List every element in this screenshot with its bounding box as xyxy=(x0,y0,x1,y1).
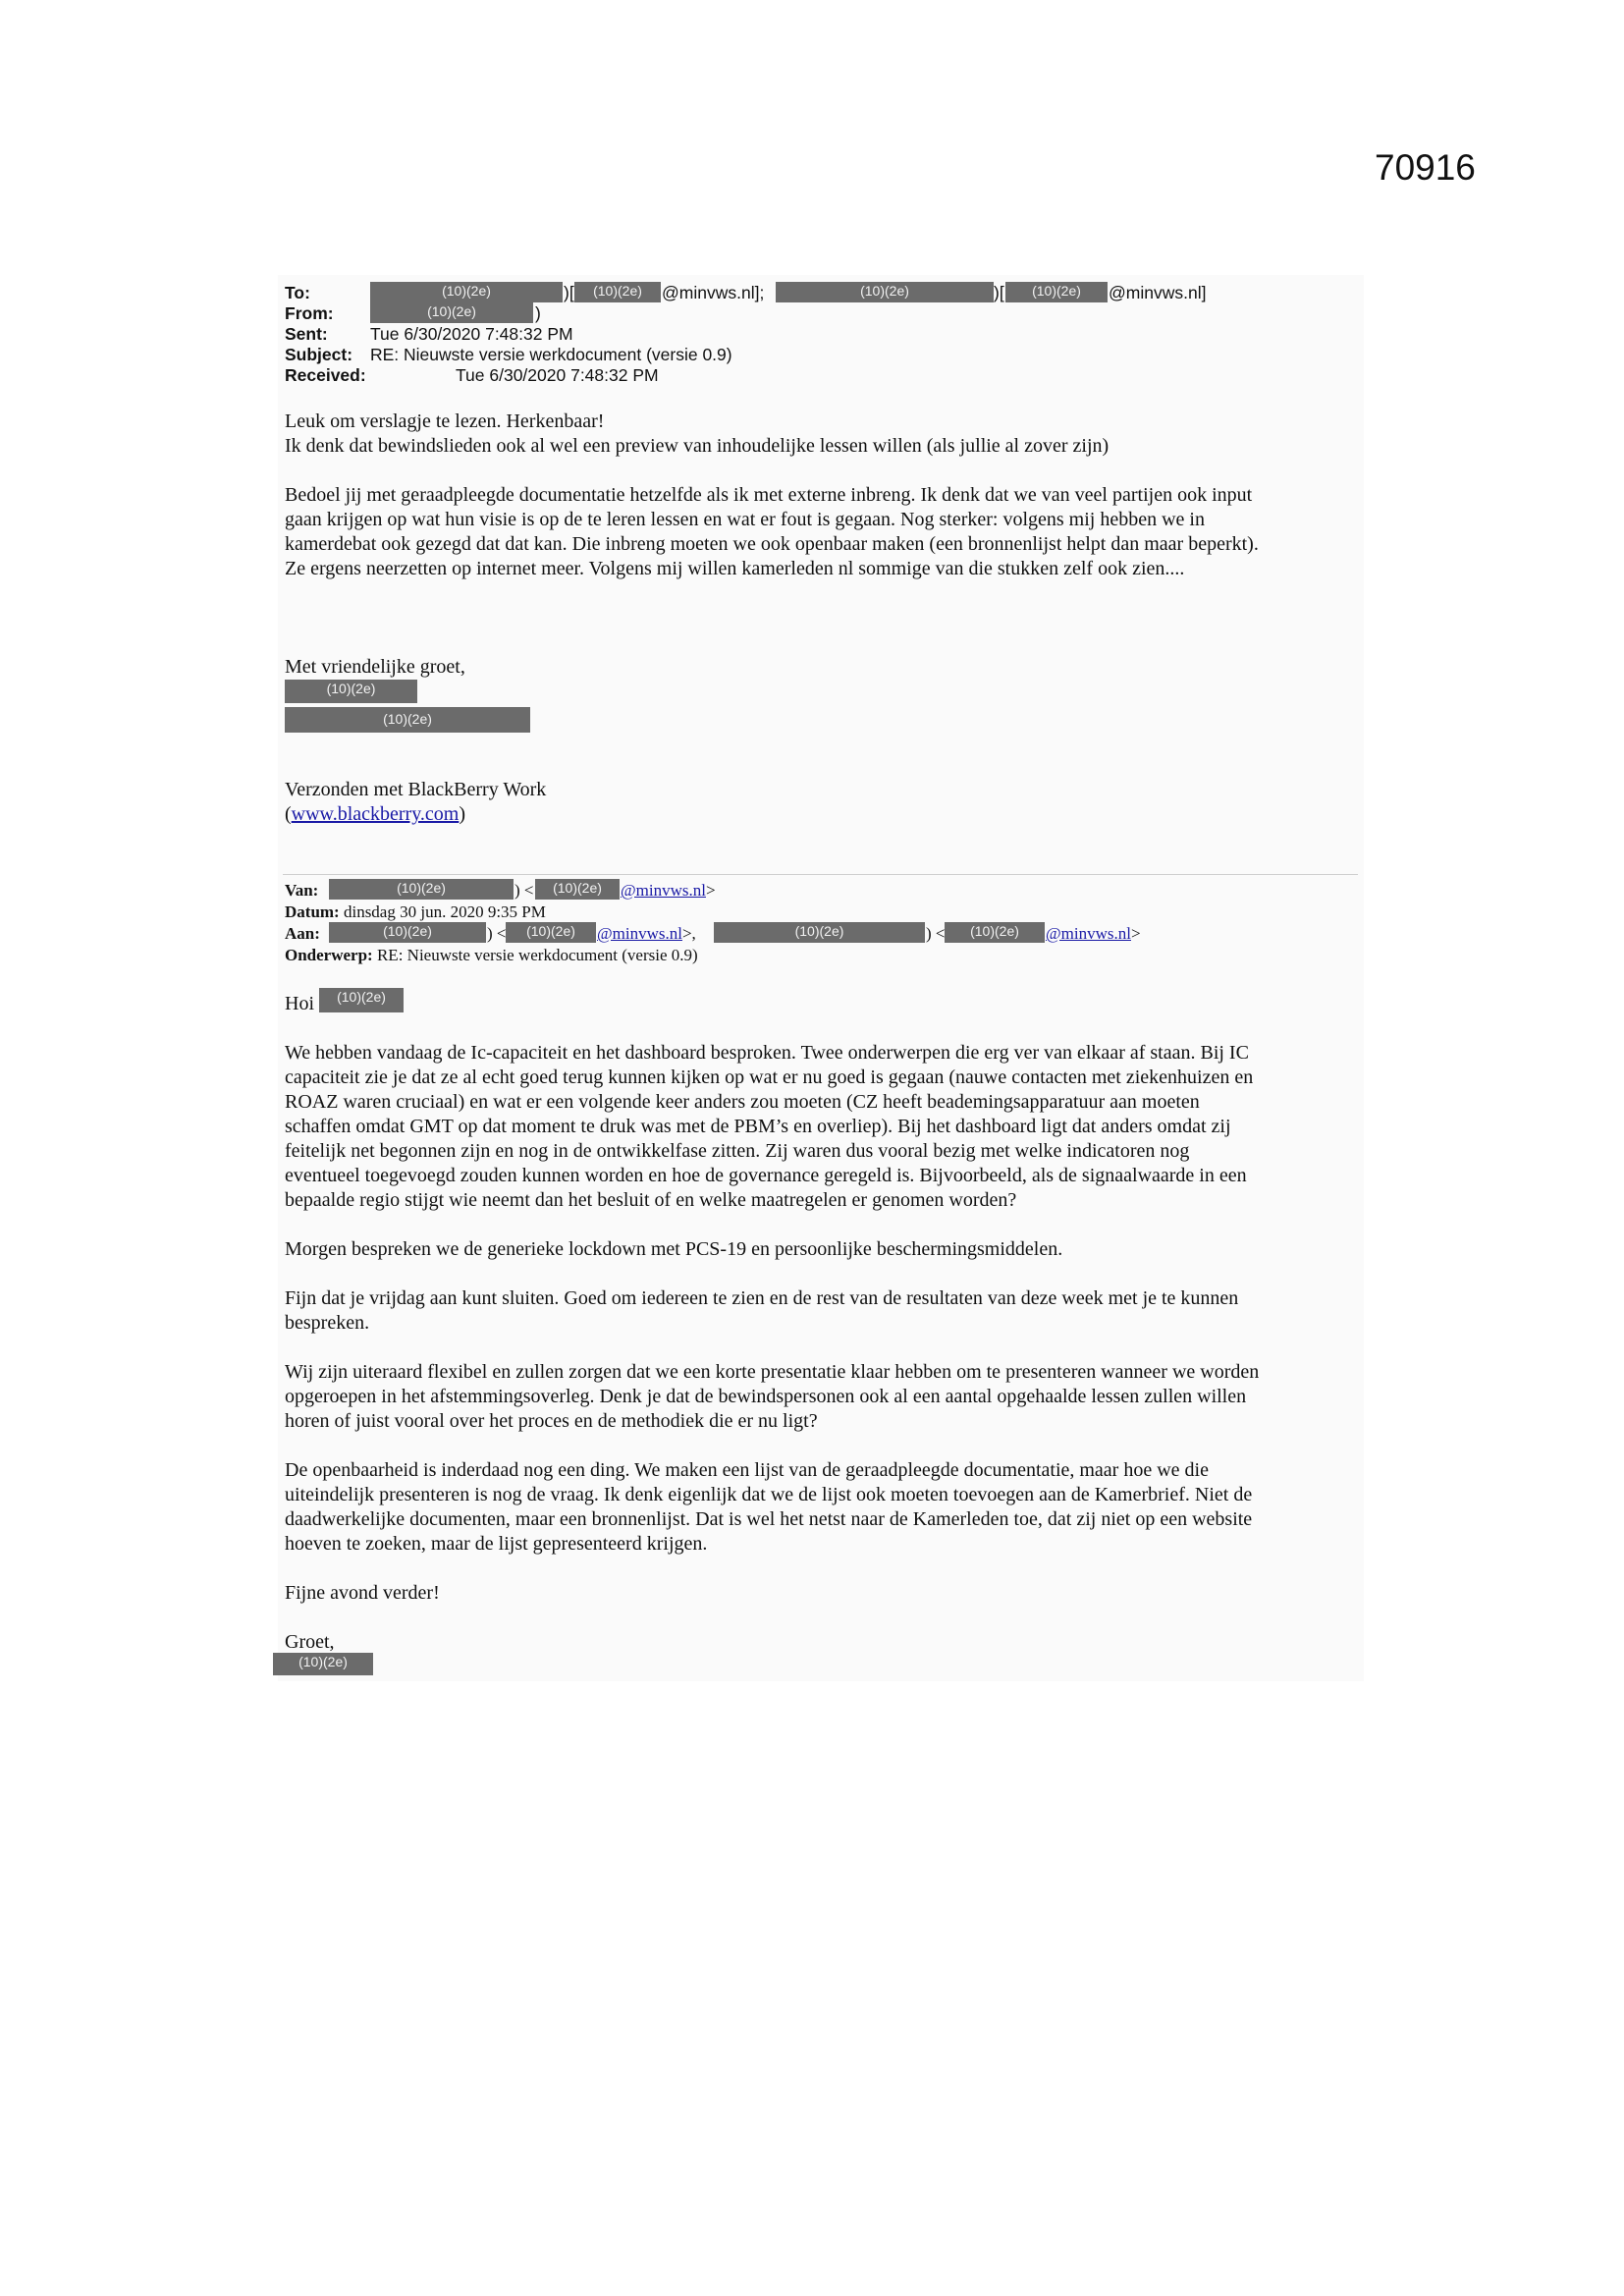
blackberry-link[interactable]: www.blackberry.com xyxy=(291,803,460,825)
quoted-closing: Fijne avond verder! xyxy=(285,1582,440,1604)
redacted-aan-email-2: (10)(2e) xyxy=(945,922,1045,943)
redacted-groet-name: (10)(2e) xyxy=(273,1653,373,1675)
aan-separator-2: ) < xyxy=(926,924,946,943)
to-separator-1: )[ xyxy=(564,283,574,302)
from-close: ) xyxy=(535,303,541,323)
to-separator-2: )[ xyxy=(994,283,1004,302)
sent-value: Tue 6/30/2020 7:48:32 PM xyxy=(370,324,573,344)
redacted-van-email: (10)(2e) xyxy=(535,879,620,900)
onderwerp-value: RE: Nieuwste versie werkdocument (versie 0.9) xyxy=(376,946,698,964)
redacted-aan-name-1: (10)(2e) xyxy=(329,922,486,943)
aan-separator-1: ) < xyxy=(487,924,507,943)
van-label: Van: xyxy=(285,881,319,900)
quote-separator xyxy=(283,874,1358,875)
quoted-paragraph-5: De openbaarheid is inderdaad nog een ding. We maken een lijst van de geraadpleegde documentatie, maar hoe we die uiteindelijk presenteren is nog de vraag. Ik denk eigenlijk dat we de lijst ook moeten toevoegen aan de Kamerbrief. Niet de daadwerkelijke documenten, maar een bronnenlijst. Dat is wel het netst naar de Kamerleden toe, dat zij niet op een website hoeven te zoeken, maar de lijst gepresenteerd krijgen. xyxy=(285,1459,1253,1555)
received-label: Received: xyxy=(285,365,366,385)
aan-email-link-2[interactable]: @minvws.nl xyxy=(1046,924,1131,943)
aan-email-line-2: @minvws.nl> xyxy=(1046,924,1141,943)
aan-label: Aan: xyxy=(285,924,320,943)
reply-greeting: Met vriendelijke groet, xyxy=(285,656,465,678)
to-label: To: xyxy=(285,283,310,302)
quoted-paragraph-1: We hebben vandaag de Ic-capaciteit en het dashboard besproken. Twee onderwerpen die erg ver van elkaar af staan. Bij IC capaciteit zie je dat ze al echt goed terug kunnen kijken op wat er nu goed is gegaan (nauwe contacten met ziekenhuizen en ROAZ waren cruciaal) en wat er een volgende keer anders zou moeten (CZ heeft beademingsapparatuur aan moeten schaffen omdat GMT op dat moment te druk was met de PBM’s en overliep). Bij het dashboard ligt dat anders omdat zij feitelijk net begonnen zijn en nog in de ontwikkelfase zitten. Zij waren dus vooral bezig met welke indicatoren nog eventueel toegevoegd zouden kunnen worden en hoe de governance geregeld is. Bijvoorbeeld, als de signaalwaarde in een bepaalde regio stijgt wie neemt dan het besluit of en welke maatregelen er genomen worden? xyxy=(285,1042,1254,1211)
to-domain-2: @minvws.nl] xyxy=(1109,283,1207,302)
received-value: Tue 6/30/2020 7:48:32 PM xyxy=(456,365,659,385)
quoted-hoi: Hoi xyxy=(285,993,314,1014)
van-email-line: @minvws.nl> xyxy=(621,881,716,900)
reply-paragraph-2: Bedoel jij met geraadpleegde documentatie hetzelfde als ik met externe inbreng. Ik denk dat we van veel partijen ook input gaan krijgen op wat hun visie is op de te leren lessen en wat er fout is gegaan. Nog sterker: volgens mij hebben we in kamerdebat ook gezegd dat dat kan. Die inbreng moeten we ook openbaar maken (een bronnenlijst helpt dan maar beperkt). Ze ergens neerzetten op internet meer. Volgens mij willen kamerleden nl sommige van die stukken zelf ook zien.... xyxy=(285,484,1259,579)
quoted-paragraph-4: Wij zijn uiteraard flexibel en zullen zorgen dat we een korte presentatie klaar hebben om te presenteren wanneer we worden opgeroepen in het afstemmingsoverleg. Denk je dat de bewindspersonen ook al een aantal opgehaalde lessen zullen willen horen of juist vooral over het proces en de methodiek die er nu ligt? xyxy=(285,1361,1260,1432)
datum-value: dinsdag 30 jun. 2020 9:35 PM xyxy=(343,902,546,921)
redacted-signature-title: (10)(2e) xyxy=(285,707,530,733)
redacted-from-name: (10)(2e) xyxy=(370,302,533,323)
redacted-hoi-name: (10)(2e) xyxy=(319,988,404,1012)
van-email-link[interactable]: @minvws.nl xyxy=(621,881,706,900)
redacted-signature-name: (10)(2e) xyxy=(285,680,417,703)
redacted-to-name-1: (10)(2e) xyxy=(370,282,563,302)
redacted-aan-email-1: (10)(2e) xyxy=(506,922,596,943)
reply-paragraph-1: Leuk om verslagje te lezen. Herkenbaar! Ik denk dat bewindslieden ook al wel een preview van inhoudelijke lessen willen (als jullie al zover zijn) xyxy=(285,410,1110,457)
quoted-paragraph-2: Morgen bespreken we de generieke lockdown met PCS-19 en persoonlijke beschermingsmiddelen. xyxy=(285,1238,1063,1260)
van-separator: ) < xyxy=(514,881,534,900)
document-number: 70916 xyxy=(1375,147,1476,188)
subject-value: RE: Nieuwste versie werkdocument (versie 0.9) xyxy=(370,345,732,364)
redacted-to-email-2: (10)(2e) xyxy=(1005,282,1108,302)
aan-email-link-1[interactable]: @minvws.nl xyxy=(597,924,682,943)
to-domain-1: @minvws.nl]; xyxy=(662,283,765,302)
aan-email-line-1: @minvws.nl>, xyxy=(597,924,696,943)
redacted-to-name-2: (10)(2e) xyxy=(776,282,994,302)
from-label: From: xyxy=(285,303,334,323)
sent-with-line: Verzonden met BlackBerry Work (www.blackberry.com) xyxy=(285,778,1355,827)
sent-label: Sent: xyxy=(285,324,328,344)
redacted-to-email-1: (10)(2e) xyxy=(574,282,661,302)
quoted-groet: Groet, xyxy=(285,1631,335,1653)
redacted-aan-name-2: (10)(2e) xyxy=(714,922,925,943)
onderwerp-line: Onderwerp: RE: Nieuwste versie werkdocument (versie 0.9) xyxy=(285,946,698,964)
redacted-van-name: (10)(2e) xyxy=(329,879,514,900)
subject-label: Subject: xyxy=(285,345,353,364)
blackberry-link-line: (www.blackberry.com) xyxy=(285,803,466,825)
datum-line: Datum: dinsdag 30 jun. 2020 9:35 PM xyxy=(285,902,546,921)
quoted-paragraph-3: Fijn dat je vrijdag aan kunt sluiten. Goed om iedereen te zien en de rest van de resultaten van deze week met je te kunnen bespreken. xyxy=(285,1287,1239,1334)
